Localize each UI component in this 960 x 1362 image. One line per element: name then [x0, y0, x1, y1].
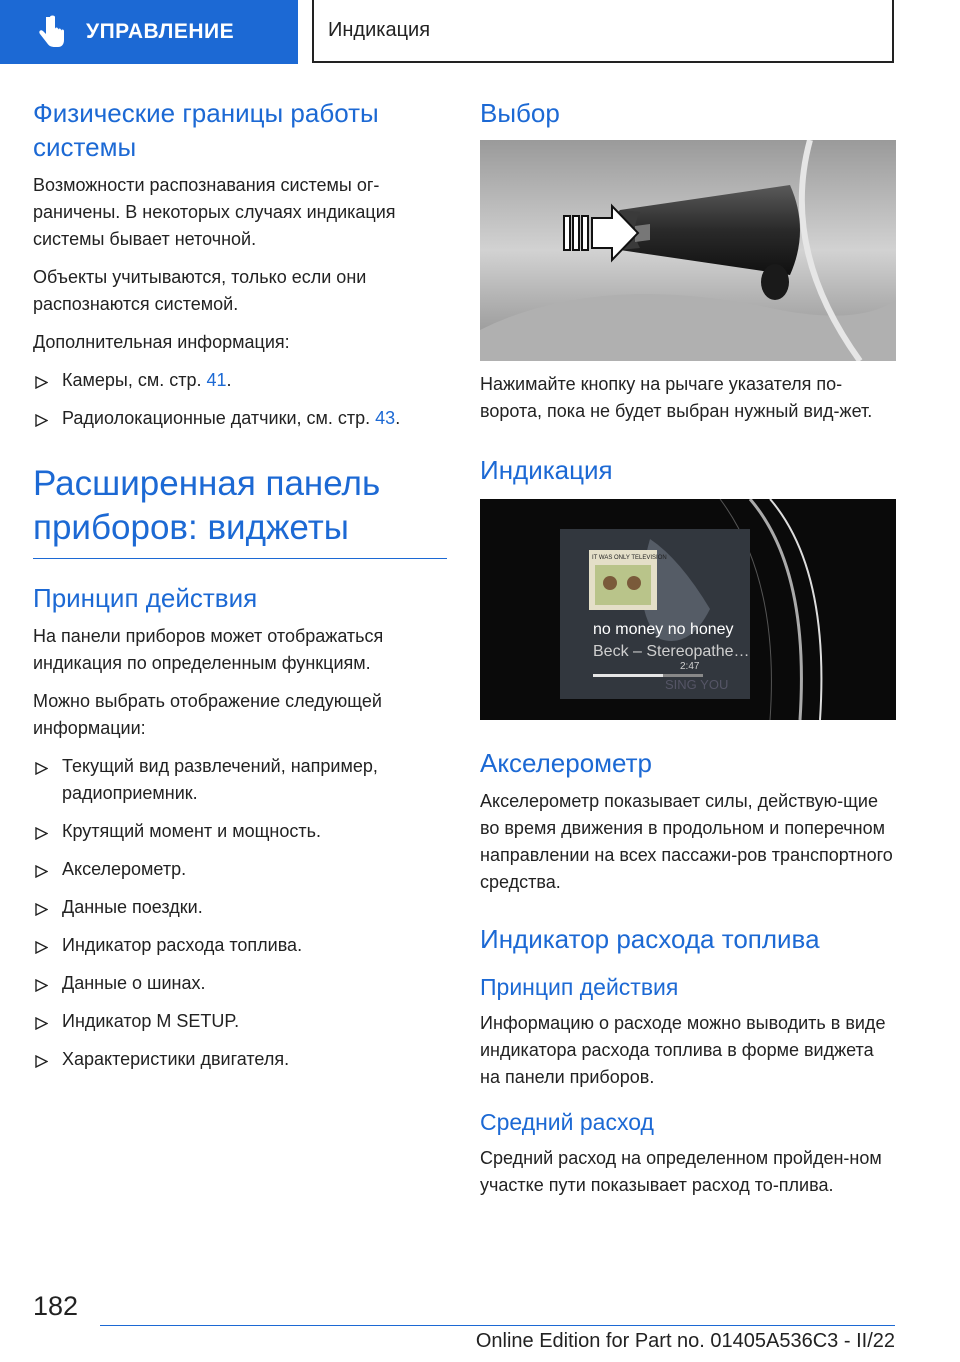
- paragraph: Информацию о расходе можно выводить в виде индикатора расхода топлива в форме виджета на панели приборов.: [480, 1013, 886, 1087]
- heading-rule: [33, 558, 447, 559]
- triangle-right-icon: [35, 762, 48, 775]
- paragraph: Объекты учитываются, только если они распознаются системой.: [33, 267, 367, 314]
- triangle-right-icon: [35, 1017, 48, 1030]
- list-item-text: Текущий вид развлечений, например, радиоприемник.: [62, 756, 378, 803]
- heading-display: Индикация: [480, 455, 613, 485]
- heading-accelerometer: Акселерометр: [480, 748, 652, 778]
- heading-selection: Выбор: [480, 98, 560, 128]
- list-item: [33, 405, 447, 432]
- footer-rule: [100, 1325, 895, 1326]
- turn-signal-lever-photo: [480, 140, 896, 361]
- list-item: [33, 367, 447, 394]
- list-item-text: Радиолокационные датчики, см. стр.: [62, 408, 376, 428]
- list-item-text: Характеристики двигателя.: [62, 1049, 290, 1069]
- right-column: [480, 96, 896, 1210]
- hand-pointer-icon: [36, 15, 66, 49]
- artist-track: Beck – Stereopathe…: [593, 643, 750, 660]
- list-item: [33, 1046, 447, 1073]
- triangle-right-icon: [35, 414, 48, 427]
- instrument-cluster-media-widget-photo: [480, 499, 896, 720]
- paragraph: Можно выбрать отображение следующей информации:: [33, 691, 382, 738]
- list-item: [33, 894, 447, 921]
- triangle-right-icon: [35, 827, 48, 840]
- left-column: [33, 96, 447, 1084]
- list-item: [33, 1008, 447, 1035]
- page-link[interactable]: 41: [206, 370, 227, 390]
- list-item-text: Акселерометр.: [62, 859, 187, 879]
- list-item-text: Крутящий момент и мощность.: [62, 821, 321, 841]
- heading-fuel-principle: Принцип действия: [480, 974, 679, 1000]
- paragraph: Средний расход на определенном пройден-ном участке пути показывает расход то-плива.: [480, 1148, 882, 1195]
- paragraph: Нажимайте кнопку на рычаге указателя по-ворота, пока не будет выбран нужный вид-жет.: [480, 374, 873, 421]
- list-item-tail: .: [226, 370, 232, 390]
- list-item: [33, 753, 447, 807]
- topic-header: [312, 0, 894, 63]
- song-title: no money no honey: [593, 621, 734, 638]
- heading-main-widgets: Расширенная панель приборов: виджеты: [33, 464, 381, 547]
- paragraph: На панели приборов может отображаться индикация по определенным функциям.: [33, 626, 384, 673]
- list-item-text: Камеры, см. стр.: [62, 370, 207, 390]
- list-item-tail: .: [395, 408, 401, 428]
- page-number: 182: [33, 1291, 79, 1321]
- background-text: SING YOU: [665, 677, 729, 692]
- triangle-right-icon: [35, 941, 48, 954]
- triangle-right-icon: [35, 865, 48, 878]
- page-link[interactable]: 43: [375, 408, 396, 428]
- paragraph: Акселерометр показывает силы, действую-щие во время движения в продольном и поперечном направлении на всех пассажи-ров транспортного средства.: [480, 791, 893, 892]
- edition-footer: Online Edition for Part no. 01405A536C3 - II/22: [475, 1330, 895, 1352]
- list-item-text: Индикатор расхода топлива.: [62, 935, 303, 955]
- paragraph: Возможности распознавания системы ог-раничены. В некоторых случаях индикация системы бывает неточной.: [33, 175, 396, 249]
- list-item-text: Данные поездки.: [62, 897, 203, 917]
- list-item-text: Индикатор M SETUP.: [62, 1011, 240, 1031]
- topic-label: Индикация: [328, 19, 431, 41]
- list-item-text: Данные о шинах.: [62, 973, 206, 993]
- section-tab: [0, 0, 298, 64]
- section-label: УПРАВЛЕНИЕ: [86, 20, 235, 43]
- paragraph: Дополнительная информация:: [33, 332, 290, 352]
- heading-system-limits: Физические границы работы системы: [33, 98, 379, 162]
- triangle-right-icon: [35, 979, 48, 992]
- triangle-right-icon: [35, 903, 48, 916]
- heading-average-consumption: Средний расход: [480, 1109, 654, 1135]
- list-item: [33, 818, 447, 845]
- list-item: [33, 932, 447, 959]
- list-item: [33, 856, 447, 883]
- album-cover-text: IT WAS ONLY TELEVISION: [592, 555, 667, 561]
- track-time: 2:47: [680, 661, 700, 672]
- heading-principle: Принцип действия: [33, 583, 258, 613]
- triangle-right-icon: [35, 376, 48, 389]
- list-item: [33, 970, 447, 997]
- heading-fuel-indicator: Индикатор расхода топлива: [480, 924, 820, 954]
- triangle-right-icon: [35, 1055, 48, 1068]
